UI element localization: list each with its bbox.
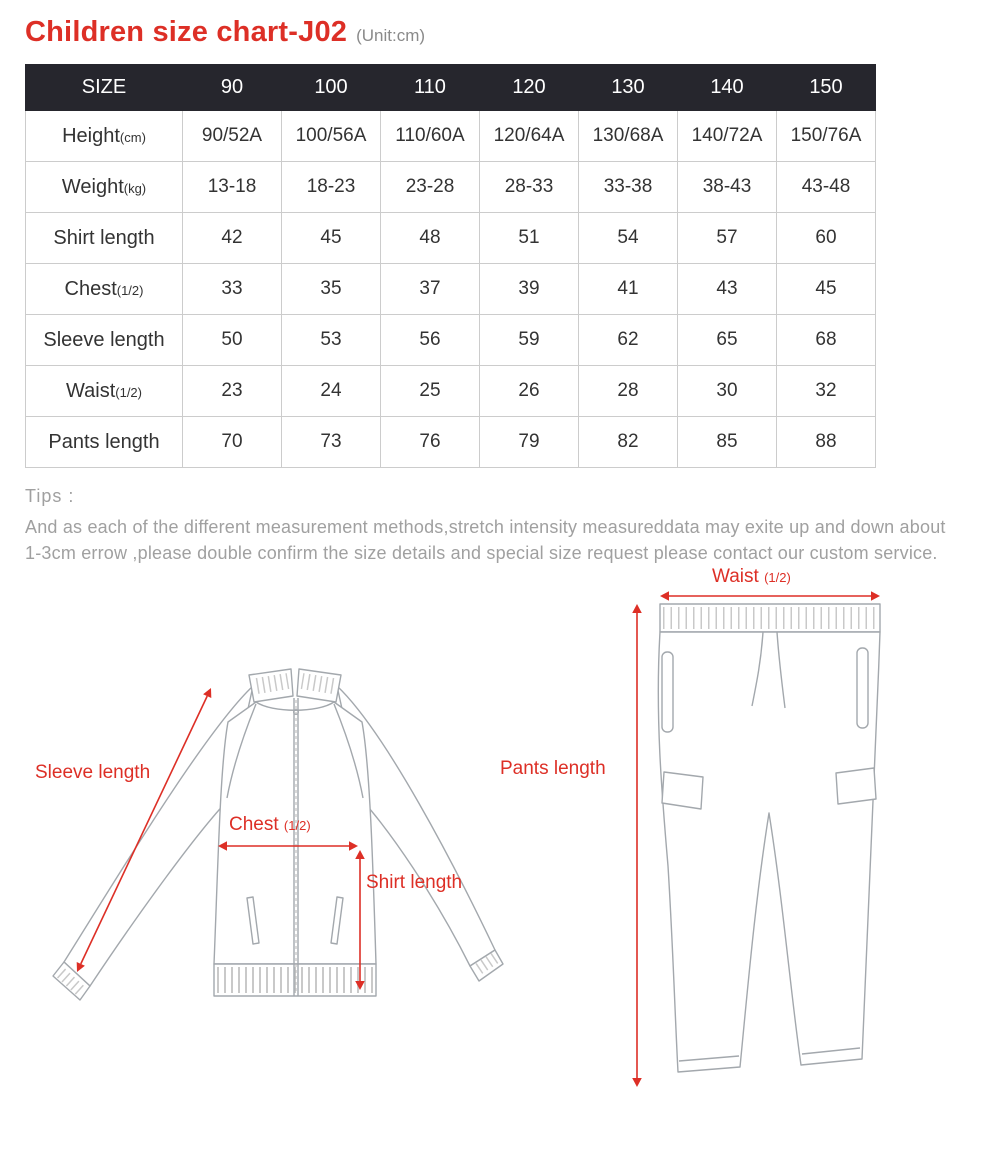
size-table <box>25 64 876 468</box>
size-value-cell: 39 <box>480 264 579 315</box>
header-cell: 150 <box>777 65 876 111</box>
size-value-cell: 79 <box>480 417 579 468</box>
size-value-cell: 48 <box>381 213 480 264</box>
size-value-cell: 65 <box>678 315 777 366</box>
header-cell: 140 <box>678 65 777 111</box>
size-value-cell: 68 <box>777 315 876 366</box>
tips-heading: Tips : <box>25 486 75 506</box>
header-cell-size: SIZE <box>26 65 183 111</box>
row-label-sub: (1/2) <box>116 282 144 298</box>
pants-hip-pocket <box>857 648 868 728</box>
row-label-sub: (kg) <box>123 180 147 196</box>
size-value-cell: 28-33 <box>480 162 579 213</box>
row-label <box>26 417 183 468</box>
size-value-cell: 130/68A <box>579 111 678 162</box>
table-row-pants-length <box>26 417 876 468</box>
size-value-cell: 88 <box>777 417 876 468</box>
row-label-text: Sleeve length <box>43 328 165 351</box>
pants-cargo-pocket <box>836 768 876 804</box>
size-value-cell: 42 <box>183 213 282 264</box>
row-label <box>26 162 183 213</box>
size-value-cell: 100/56A <box>282 111 381 162</box>
unit-label: (Unit:cm) <box>356 26 426 45</box>
row-label-sub: (cm) <box>119 129 146 145</box>
chest-label-sub: (1/2) <box>283 818 311 833</box>
row-label-text: Height <box>62 124 120 147</box>
pants-length-label: Pants length <box>500 758 606 779</box>
size-value-cell: 41 <box>579 264 678 315</box>
row-label-text: Waist <box>66 379 116 402</box>
table-row-waist <box>26 366 876 417</box>
row-label-text: Pants length <box>48 430 160 453</box>
header-cell: 130 <box>579 65 678 111</box>
pants-cargo-pocket <box>662 772 703 809</box>
size-value-cell: 56 <box>381 315 480 366</box>
row-label <box>26 111 183 162</box>
row-label <box>26 213 183 264</box>
size-value-cell: 51 <box>480 213 579 264</box>
size-value-cell: 76 <box>381 417 480 468</box>
shirt-length-label: Shirt length <box>366 872 463 893</box>
size-value-cell: 43-48 <box>777 162 876 213</box>
size-value-cell: 33-38 <box>579 162 678 213</box>
waist-label <box>712 566 791 588</box>
size-value-cell: 24 <box>282 366 381 417</box>
row-label <box>26 315 183 366</box>
tips-section <box>25 486 950 566</box>
size-value-cell: 43 <box>678 264 777 315</box>
row-label-text: Chest <box>64 277 117 300</box>
size-value-cell: 37 <box>381 264 480 315</box>
size-value-cell: 57 <box>678 213 777 264</box>
size-value-cell: 60 <box>777 213 876 264</box>
size-value-cell: 13-18 <box>183 162 282 213</box>
table-row-weight <box>26 162 876 213</box>
size-value-cell: 23 <box>183 366 282 417</box>
size-value-cell: 120/64A <box>480 111 579 162</box>
row-label-sub: (1/2) <box>115 384 142 400</box>
size-value-cell: 32 <box>777 366 876 417</box>
waist-label-sub: (1/2) <box>764 570 791 585</box>
size-value-cell: 150/76A <box>777 111 876 162</box>
size-value-cell: 82 <box>579 417 678 468</box>
size-value-cell: 38-43 <box>678 162 777 213</box>
size-value-cell: 54 <box>579 213 678 264</box>
size-value-cell: 70 <box>183 417 282 468</box>
chest-label <box>229 814 311 836</box>
pants-body <box>658 632 880 1072</box>
table-row-shirt-length <box>26 213 876 264</box>
table-row-chest <box>26 264 876 315</box>
measurement-illustration <box>0 566 1000 1126</box>
size-value-cell: 59 <box>480 315 579 366</box>
pants-hip-pocket <box>662 652 673 732</box>
size-value-cell: 140/72A <box>678 111 777 162</box>
size-value-cell: 45 <box>282 213 381 264</box>
page-header <box>0 0 1000 49</box>
size-value-cell: 33 <box>183 264 282 315</box>
tips-body: And as each of the different measurement methods,stretch intensity measureddata may exite up and down about 1-3cm errow ,please double confirm the size details and special size request please contact our custom service. <box>25 517 946 563</box>
table-row-height <box>26 111 876 162</box>
table-row-sleeve-length <box>26 315 876 366</box>
size-value-cell: 25 <box>381 366 480 417</box>
size-value-cell: 85 <box>678 417 777 468</box>
header-cell: 90 <box>183 65 282 111</box>
size-value-cell: 50 <box>183 315 282 366</box>
size-value-cell: 23-28 <box>381 162 480 213</box>
size-value-cell: 62 <box>579 315 678 366</box>
size-value-cell: 45 <box>777 264 876 315</box>
size-value-cell: 53 <box>282 315 381 366</box>
header-cell: 120 <box>480 65 579 111</box>
measurement-diagram <box>0 566 1000 1126</box>
size-value-cell: 35 <box>282 264 381 315</box>
chest-label-text: Chest <box>229 814 279 835</box>
size-value-cell: 26 <box>480 366 579 417</box>
row-label <box>26 366 183 417</box>
size-value-cell: 18-23 <box>282 162 381 213</box>
header-cell: 100 <box>282 65 381 111</box>
waist-label-text: Waist <box>712 566 759 587</box>
row-label-text: Weight <box>61 175 124 198</box>
size-value-cell: 28 <box>579 366 678 417</box>
table-header-row <box>26 65 876 111</box>
sleeve-length-label: Sleeve length <box>35 762 151 783</box>
size-value-cell: 90/52A <box>183 111 282 162</box>
row-label <box>26 264 183 315</box>
row-label-text: Shirt length <box>53 226 155 249</box>
size-value-cell: 30 <box>678 366 777 417</box>
size-value-cell: 110/60A <box>381 111 480 162</box>
header-cell: 110 <box>381 65 480 111</box>
page-title: Children size chart-J02 <box>25 16 348 48</box>
size-value-cell: 73 <box>282 417 381 468</box>
